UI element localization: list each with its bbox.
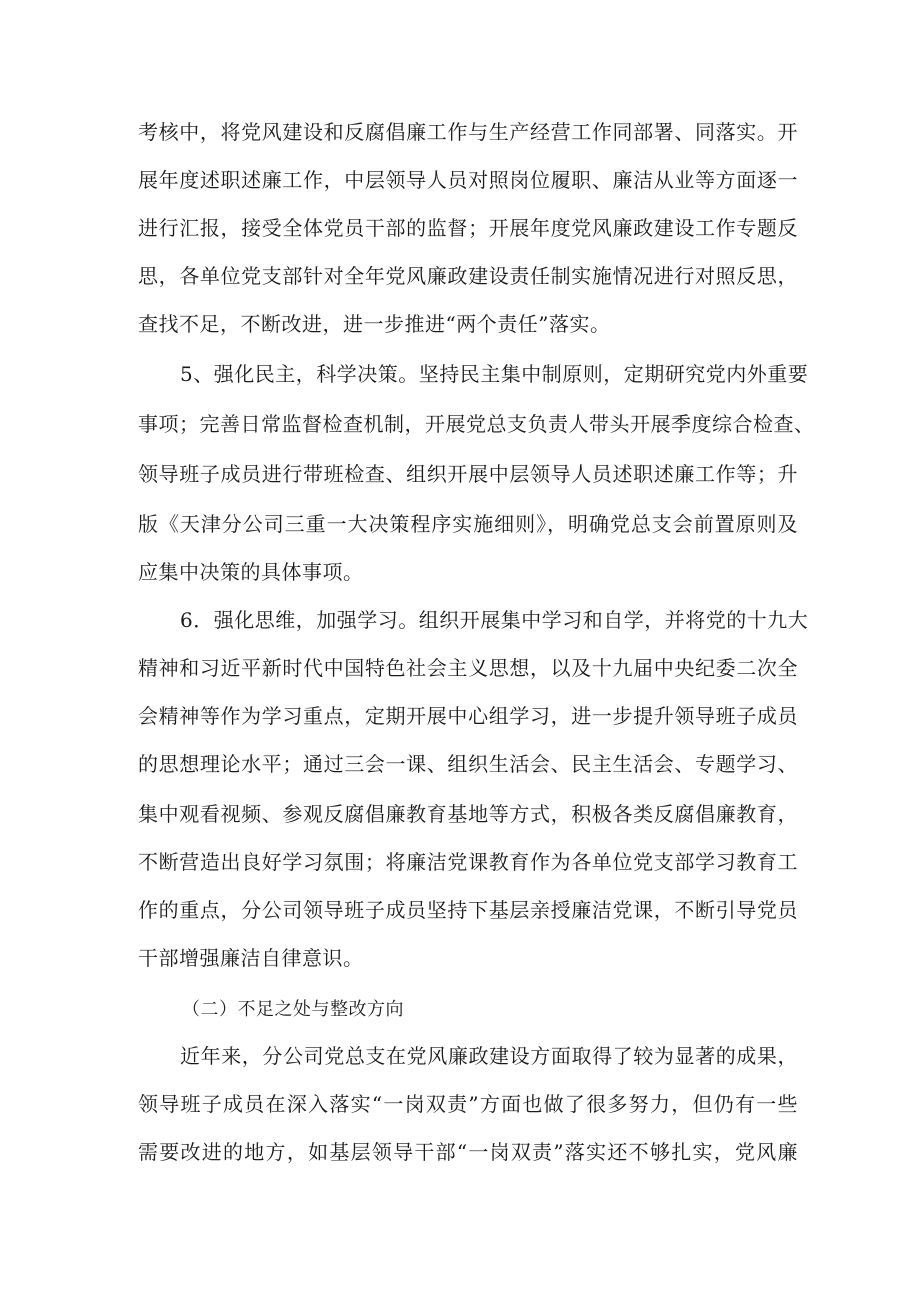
text-line: 的思想理论水平；通过三会一课、组织生活会、民主生活会、专题学习、: [138, 752, 798, 776]
paragraph-first-line: 近年来，分公司党总支在党风廉政建设方面取得了较为显著的成果，: [180, 1044, 798, 1068]
text-line: 精神和习近平新时代中国特色社会主义思想，以及十九届中央纪委二次全: [138, 656, 798, 680]
text-line: 领导班子成员在深入落实“一岗双责”方面也做了很多努力，但仍有一些: [138, 1092, 798, 1116]
text-line: 集中观看视频、参观反腐倡廉教育基地等方式，积极各类反腐倡廉教育，: [138, 802, 798, 826]
paragraph-first-line: 6．强化思维，加强学习。组织开展集中学习和自学，并将党的十九大: [180, 608, 809, 632]
text-line: 干部增强廉洁自律意识。: [138, 946, 364, 970]
text-line: 需要改进的地方，如基层领导干部“一岗双责”落实还不够扎实，党风廉: [138, 1140, 798, 1164]
text-line: 事项；完善日常监督检查机制，开展党总支负责人带头开展季度综合检查、: [138, 412, 815, 436]
text-line: 查找不足，不断改进，进一步推进“两个责任”落实。: [138, 312, 611, 336]
paragraph-first-line: 5、强化民主，科学决策。坚持民主集中制原则，定期研究党内外重要: [180, 362, 809, 386]
text-line: 思，各单位党支部针对全年党风廉政建设责任制实施情况进行对照反思，: [138, 264, 798, 288]
text-line: 不断营造出良好学习氛围；将廉洁党课教育作为各单位党支部学习教育工: [138, 850, 798, 874]
text-line: 版《天津分公司三重一大决策程序实施细则》，明确党总支会前置原则及: [138, 512, 798, 536]
text-line: 领导班子成员进行带班检查、组织开展中层领导人员述职述廉工作等；升: [138, 462, 798, 486]
text-line: 应集中决策的具体事项。: [138, 560, 364, 584]
text-line: 展年度述职述廉工作，中层领导人员对照岗位履职、廉洁从业等方面逐一: [138, 168, 798, 192]
text-line: 作的重点，分公司领导班子成员坚持下基层亲授廉洁党课，不断引导党员: [138, 898, 798, 922]
text-line: 会精神等作为学习重点，定期开展中心组学习，进一步提升领导班子成员: [138, 704, 798, 728]
text-line: 考核中，将党风建设和反腐倡廉工作与生产经营工作同部署、同落实。开: [138, 120, 798, 144]
text-line: 进行汇报，接受全体党员干部的监督；开展年度党风廉政建设工作专题反: [138, 216, 798, 240]
section-heading: （二）不足之处与整改方向: [182, 999, 404, 1020]
